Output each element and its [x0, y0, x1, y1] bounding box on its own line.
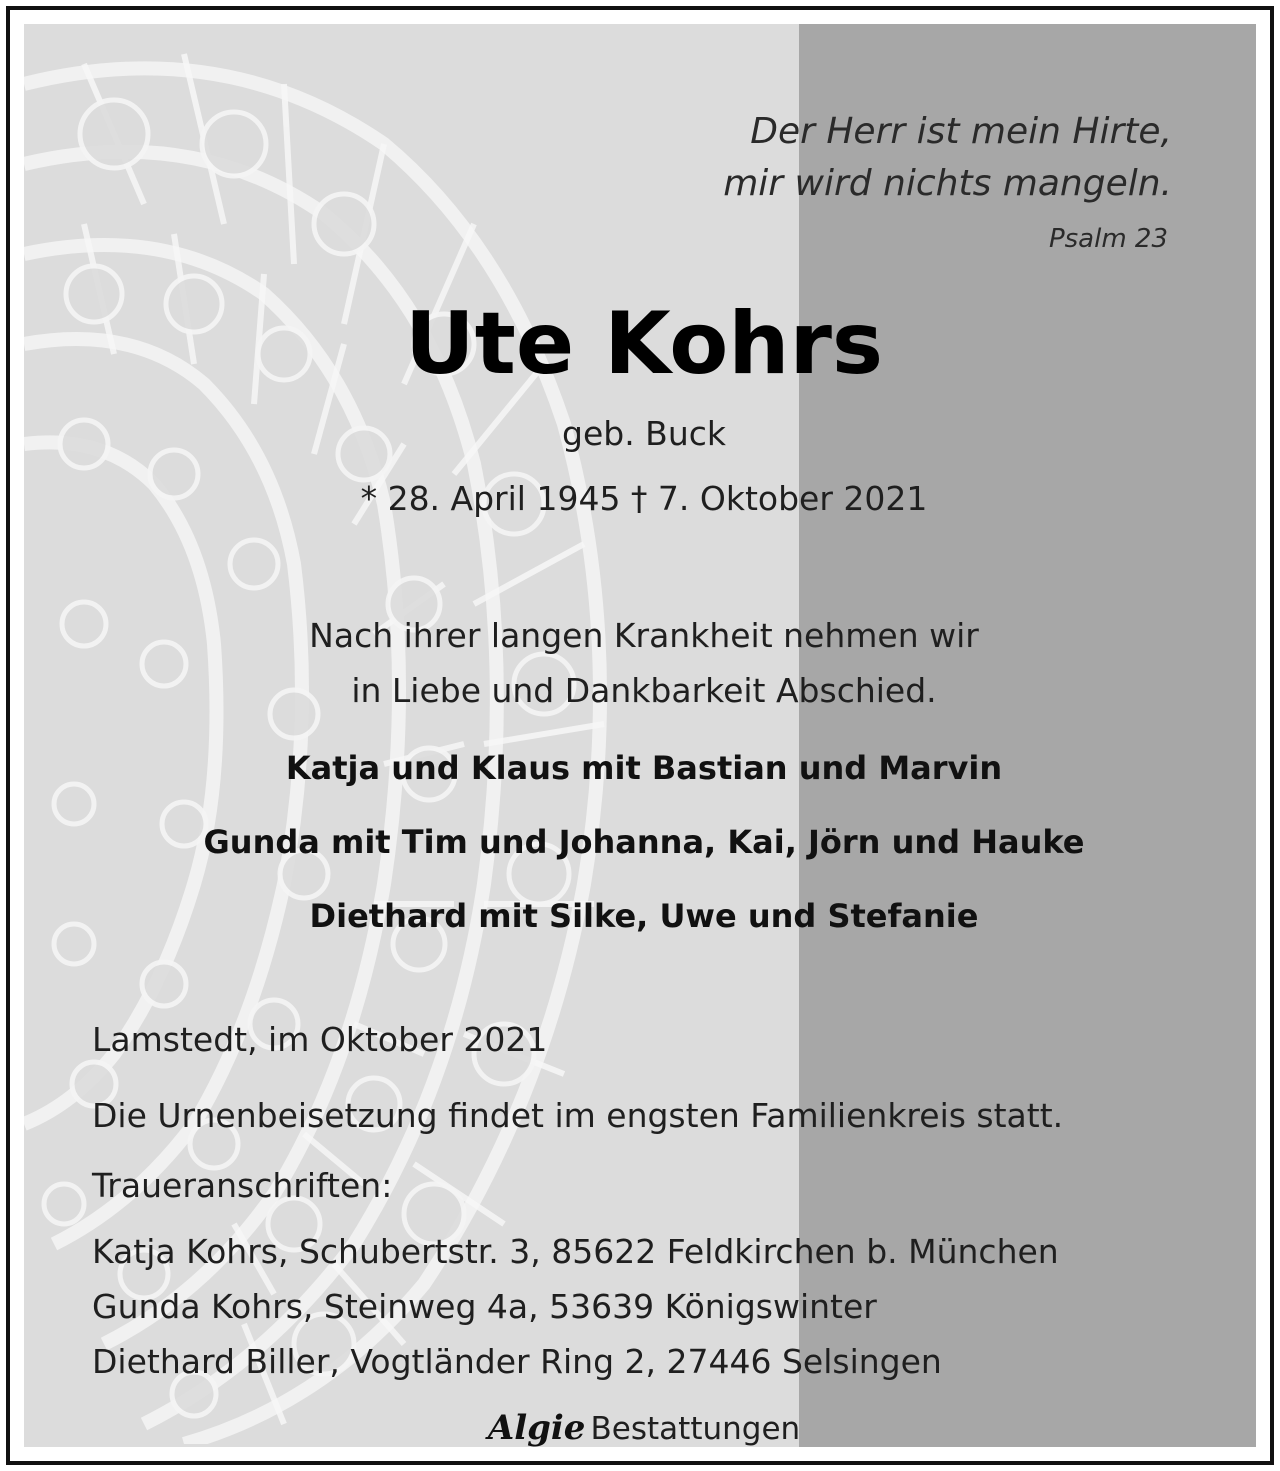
family-line-1: Katja und Klaus mit Bastian und Marvin — [285, 749, 1003, 787]
undertaker-label: Bestattungen — [590, 1411, 801, 1447]
bible-quote-line-1: Der Herr ist mein Hirte, — [750, 111, 1172, 152]
farewell-message-line-2: in Liebe und Dankbarkeit Abschied. — [351, 671, 937, 710]
place-and-date: Lamstedt, im Oktober 2021 — [92, 1020, 548, 1059]
family-line-3: Diethard mit Silke, Uwe und Stefanie — [309, 897, 979, 935]
birth-name: geb. Buck — [562, 414, 726, 453]
life-dates: * 28. April 1945 † 7. Oktober 2021 — [360, 479, 928, 518]
address-line-1: Katja Kohrs, Schubertstr. 3, 85622 Feldkirchen b. München — [92, 1232, 1059, 1271]
bible-quote-line-2: mir wird nichts mangeln. — [723, 163, 1172, 204]
obituary-frame — [6, 6, 1274, 1465]
addresses-heading: Traueranschriften: — [92, 1166, 393, 1205]
lace-doily-decoration — [24, 24, 644, 1444]
address-line-3: Diethard Biller, Vogtländer Ring 2, 27446 Selsingen — [92, 1342, 942, 1381]
family-line-2: Gunda mit Tim und Johanna, Kai, Jörn und Hauke — [203, 823, 1085, 861]
address-line-2: Gunda Kohrs, Steinweg 4a, 53639 Königswinter — [92, 1287, 877, 1326]
deceased-name: Ute Kohrs — [404, 294, 884, 394]
bible-quote-reference: Psalm 23 — [1048, 224, 1168, 254]
undertaker-credit — [24, 1408, 1256, 1447]
obituary-panel — [24, 24, 1256, 1447]
burial-note: Die Urnenbeisetzung findet im engsten Familienkreis statt. — [92, 1096, 1064, 1135]
farewell-message-line-1: Nach ihrer langen Krankheit nehmen wir — [309, 616, 979, 655]
undertaker-logo: Algie — [487, 1408, 586, 1447]
